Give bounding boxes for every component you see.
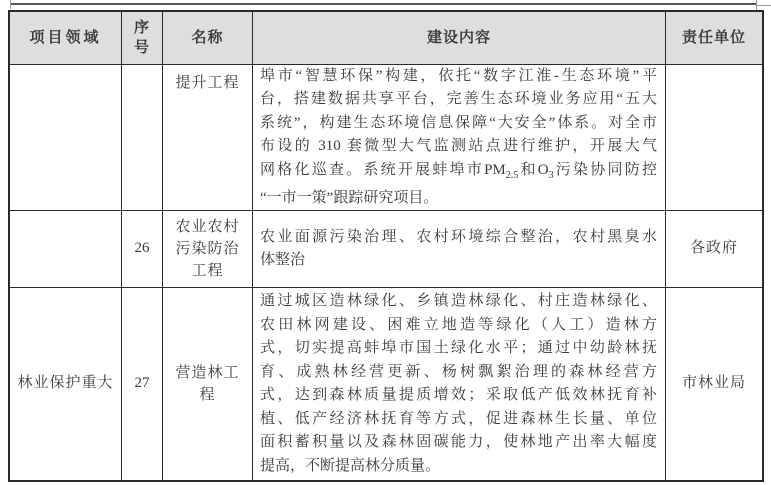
- row2-serial-cell: 26: [122, 211, 163, 288]
- row2-name-cell: 农业农村 污染防治 工程: [163, 211, 253, 288]
- row1-serial-cell: [122, 65, 163, 211]
- row3-field-cell: 林业保护重大: [10, 288, 122, 480]
- header-name: 名称: [163, 12, 253, 65]
- row1-unit-cell: [666, 65, 762, 211]
- header-serial-number: 序 号: [122, 12, 163, 65]
- row1-content-cell: 埠市“智慧环保”构建，依托“数字江淮-生态环境”平 台，搭建数据共享平台，完善生态环境业务应用“五大 系统”，构建生态环境信息保障“大安全”体系。对全市 布设的 310 套微型大气监测站点进行维护，开展大气 网格化巡查。系统开展蚌埠市$PM_{2.5}$和$O_3$污染协同防控 “一市一策”跟踪研究项目。: [253, 65, 666, 211]
- project-table: [8, 10, 764, 482]
- header-construction-content: 建设内容: [253, 12, 666, 65]
- row3-serial-cell: 27: [122, 288, 163, 480]
- row2-field-cell: [10, 211, 122, 288]
- row3-unit-cell: 市林业局: [681, 375, 746, 392]
- scan-artifact-corner-horizontal: [756, 5, 771, 6]
- scan-artifact-top-line: [10, 3, 756, 5]
- row3-name-cell: 营造林工 程: [163, 288, 253, 480]
- scan-artifact-left-tick: [10, 0, 11, 9]
- header-responsible-unit: 责任单位: [666, 12, 762, 65]
- row2-unit-cell: 各政府: [666, 211, 762, 288]
- row1-field-cell: [10, 65, 122, 211]
- row1-name-cell: 提升工程: [163, 65, 253, 211]
- header-project-field: 项目领域: [10, 12, 122, 65]
- row2-content-cell: 农业面源污染治理、农村环境综合整治，农村黑臭水 体整治: [253, 211, 666, 288]
- row3-content-cell: 通过城区造林绿化、乡镇造林绿化、村庄造林绿化、 农田林网建设、困难立地造等绿化（人工）造林方 式，切实提高蚌埠市国土绿化水平；通过中幼龄林抚 育、成熟林经营更新、杨树飘絮治理的森林经营方 式，达到森林质量提质增效；采取低产低效林抚育补 植、低产经济林抚育等方式，促进森林生长量、单位 面积蓄积量以及森林固碳能力，使林地产出率大幅度 提高，不断提高林分质量。: [253, 288, 666, 480]
